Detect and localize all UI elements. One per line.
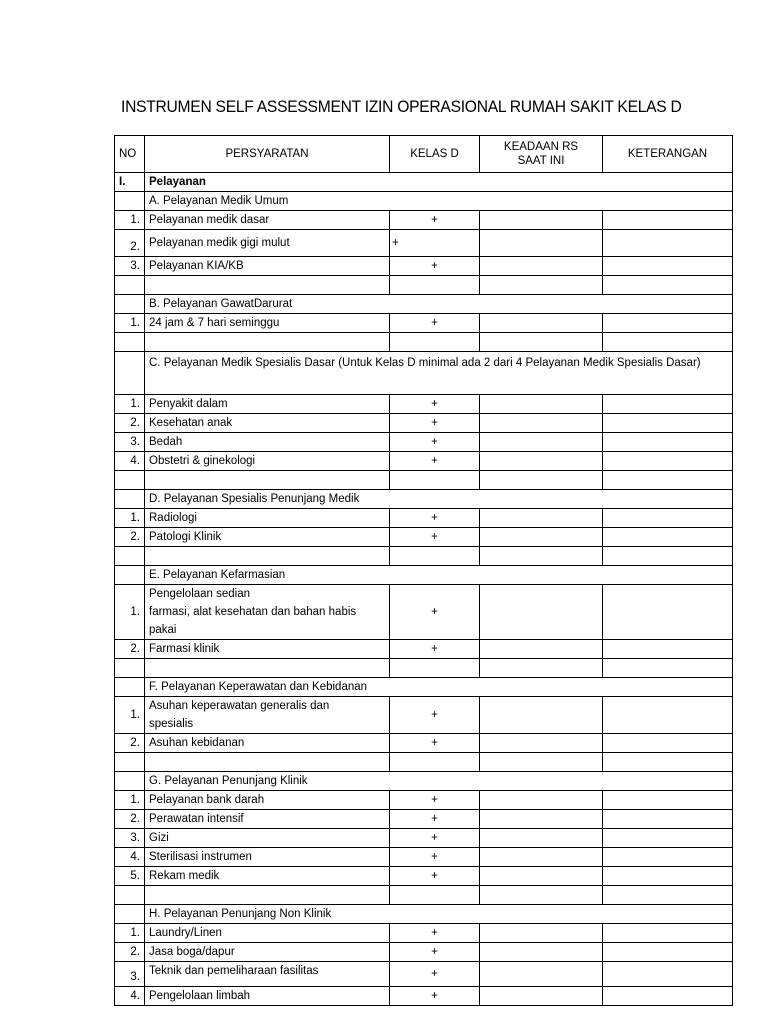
section-no: I. <box>115 173 145 192</box>
table-row <box>115 867 733 886</box>
row-label-multiline <box>145 585 390 640</box>
keadaan-cell[interactable] <box>480 509 603 528</box>
table-row <box>115 452 733 471</box>
keterangan-cell[interactable] <box>603 924 733 943</box>
keterangan-cell[interactable] <box>603 810 733 829</box>
kelas-mark: + <box>390 509 480 528</box>
row-no: 5. <box>115 867 145 886</box>
group-label-d: D. Pelayanan Spesialis Penunjang Medik <box>145 490 733 509</box>
keadaan-cell[interactable] <box>480 987 603 1006</box>
keadaan-cell[interactable] <box>480 829 603 848</box>
row-label: Jasa boga/dapur <box>145 943 390 962</box>
row-label: Sterilisasi instrumen <box>145 848 390 867</box>
table-row <box>115 414 733 433</box>
row-label: Asuhan kebidanan <box>145 734 390 753</box>
row-no: 1. <box>115 697 145 734</box>
keterangan-cell[interactable] <box>603 230 733 257</box>
group-row <box>115 772 733 791</box>
row-no: 2. <box>115 640 145 659</box>
kelas-mark: + <box>390 810 480 829</box>
kelas-mark: + <box>390 943 480 962</box>
table-row <box>115 924 733 943</box>
row-no: 3. <box>115 962 145 987</box>
keadaan-cell[interactable] <box>480 257 603 276</box>
row-no: 2. <box>115 528 145 547</box>
row-no: 1. <box>115 924 145 943</box>
kelas-mark: + <box>390 867 480 886</box>
group-label-g: G. Pelayanan Penunjang Klinik <box>145 772 733 791</box>
keadaan-cell[interactable] <box>480 962 603 987</box>
kelas-mark: + <box>390 791 480 810</box>
row-no: 2. <box>115 734 145 753</box>
table-row <box>115 395 733 414</box>
row-label: Radiologi <box>145 509 390 528</box>
keterangan-cell[interactable] <box>603 943 733 962</box>
row-label: Pelayanan medik gigi mulut <box>145 230 390 257</box>
group-label-f: F. Pelayanan Keperawatan dan Kebidanan <box>145 678 733 697</box>
empty-row <box>115 471 733 490</box>
keadaan-cell[interactable] <box>480 697 603 734</box>
empty-row <box>115 753 733 772</box>
group-label-h: H. Pelayanan Penunjang Non Klinik <box>145 905 733 924</box>
row-no: 3. <box>115 829 145 848</box>
keterangan-cell[interactable] <box>603 509 733 528</box>
assessment-table <box>114 135 733 1006</box>
row-label: 24 jam & 7 hari seminggu <box>145 314 390 333</box>
row-label: Laundry/Linen <box>145 924 390 943</box>
table-row <box>115 943 733 962</box>
keterangan-cell[interactable] <box>603 433 733 452</box>
group-row <box>115 295 733 314</box>
empty-row <box>115 659 733 678</box>
row-label: Patologi Klinik <box>145 528 390 547</box>
kelas-mark: + <box>390 452 480 471</box>
keterangan-cell[interactable] <box>603 697 733 734</box>
keterangan-cell[interactable] <box>603 314 733 333</box>
row-no: 4. <box>115 452 145 471</box>
keterangan-cell[interactable] <box>603 640 733 659</box>
kelas-mark: + <box>390 734 480 753</box>
row-no: 3. <box>115 433 145 452</box>
section-label: Pelayanan <box>145 173 733 192</box>
row-no: 1. <box>115 791 145 810</box>
keterangan-cell[interactable] <box>603 791 733 810</box>
table-row <box>115 962 733 987</box>
keterangan-cell[interactable] <box>603 395 733 414</box>
group-row <box>115 490 733 509</box>
empty-row <box>115 547 733 566</box>
group-label-c: C. Pelayanan Medik Spesialis Dasar (Untuk Kelas D minimal ada 2 dari 4 Pelayanan Medik Spesialis Dasar) <box>145 352 733 395</box>
table-row <box>115 987 733 1006</box>
kelas-mark: + <box>390 640 480 659</box>
header-no: NO <box>115 136 145 173</box>
keadaan-cell[interactable] <box>480 848 603 867</box>
table-row <box>115 314 733 333</box>
keadaan-cell[interactable] <box>480 585 603 640</box>
table-row <box>115 697 733 734</box>
keadaan-cell[interactable] <box>480 433 603 452</box>
keterangan-cell[interactable] <box>603 848 733 867</box>
header-persyaratan: PERSYARATAN <box>145 136 390 173</box>
keterangan-cell[interactable] <box>603 987 733 1006</box>
row-no: 2. <box>115 943 145 962</box>
keterangan-cell[interactable] <box>603 528 733 547</box>
table-row <box>115 829 733 848</box>
row-label: Penyakit dalam <box>145 395 390 414</box>
keadaan-cell[interactable] <box>480 734 603 753</box>
table-row <box>115 528 733 547</box>
row-no: 2. <box>115 414 145 433</box>
header-keterangan: KETERANGAN <box>603 136 733 173</box>
table-row <box>115 640 733 659</box>
row-label-line: Asuhan keperawatan generalis dan <box>149 700 330 712</box>
kelas-mark: + <box>390 414 480 433</box>
kelas-mark: + <box>390 528 480 547</box>
row-label: Gizi <box>145 829 390 848</box>
group-label-b: B. Pelayanan GawatDarurat <box>145 295 733 314</box>
group-label-e: E. Pelayanan Kefarmasian <box>145 566 733 585</box>
row-label-line: spesialis <box>149 718 194 730</box>
kelas-mark: + <box>390 395 480 414</box>
group-row <box>115 192 733 211</box>
table-row <box>115 509 733 528</box>
row-label: Kesehatan anak <box>145 414 390 433</box>
keadaan-cell[interactable] <box>480 414 603 433</box>
row-label-line: farmasi, alat kesehatan dan bahan habis <box>149 606 357 618</box>
section-row <box>115 173 733 192</box>
kelas-mark: + <box>390 257 480 276</box>
keadaan-cell[interactable] <box>480 810 603 829</box>
row-label-line: pakai <box>149 624 177 636</box>
keterangan-cell[interactable] <box>603 211 733 230</box>
kelas-mark: + <box>390 987 480 1006</box>
empty-row <box>115 333 733 352</box>
group-row <box>115 678 733 697</box>
row-label: Farmasi klinik <box>145 640 390 659</box>
kelas-mark: + <box>390 585 480 640</box>
row-no: 4. <box>115 987 145 1006</box>
keadaan-cell[interactable] <box>480 452 603 471</box>
row-label: Pelayanan bank darah <box>145 791 390 810</box>
kelas-mark: + <box>390 433 480 452</box>
table-row <box>115 848 733 867</box>
keadaan-cell[interactable] <box>480 791 603 810</box>
keadaan-cell[interactable] <box>480 924 603 943</box>
table-row <box>115 734 733 753</box>
row-label-multiline <box>145 697 390 734</box>
keterangan-cell[interactable] <box>603 829 733 848</box>
keterangan-cell[interactable] <box>603 452 733 471</box>
group-row <box>115 566 733 585</box>
kelas-mark: + <box>390 924 480 943</box>
group-row <box>115 352 733 395</box>
row-label: Pengelolaan limbah <box>145 987 390 1006</box>
table-row <box>115 791 733 810</box>
empty-row <box>115 886 733 905</box>
kelas-mark: + <box>390 697 480 734</box>
header-keadaan: KEADAAN RS SAAT INI <box>480 136 603 173</box>
row-no: 1. <box>115 395 145 414</box>
keterangan-cell[interactable] <box>603 734 733 753</box>
row-no: 4. <box>115 848 145 867</box>
kelas-mark: + <box>390 314 480 333</box>
empty-row <box>115 276 733 295</box>
table-row <box>115 257 733 276</box>
keadaan-cell[interactable] <box>480 640 603 659</box>
keadaan-cell[interactable] <box>480 867 603 886</box>
kelas-mark: + <box>390 848 480 867</box>
keadaan-cell[interactable] <box>480 528 603 547</box>
header-kelas: KELAS D <box>390 136 480 173</box>
keterangan-cell[interactable] <box>603 867 733 886</box>
table-row <box>115 433 733 452</box>
table-row <box>115 585 733 640</box>
row-no: 1. <box>115 585 145 640</box>
table-row <box>115 230 733 257</box>
row-no: 1. <box>115 211 145 230</box>
row-no: 1. <box>115 509 145 528</box>
row-label: Rekam medik <box>145 867 390 886</box>
row-label: Teknik dan pemeliharaan fasilitas <box>145 962 390 987</box>
group-row <box>115 905 733 924</box>
table-row <box>115 211 733 230</box>
row-no: 2. <box>115 230 145 257</box>
kelas-mark: + <box>390 962 480 987</box>
table-header-row <box>115 136 733 173</box>
keadaan-cell[interactable] <box>480 211 603 230</box>
keterangan-cell[interactable] <box>603 257 733 276</box>
row-no: 3. <box>115 257 145 276</box>
kelas-mark: + <box>390 829 480 848</box>
keterangan-cell[interactable] <box>603 585 733 640</box>
keadaan-cell[interactable] <box>480 314 603 333</box>
row-label-line: Pengelolaan sedian <box>149 588 251 600</box>
document-title: INSTRUMEN SELF ASSESSMENT IZIN OPERASIONAL RUMAH SAKIT KELAS D <box>121 97 682 116</box>
keterangan-cell[interactable] <box>603 962 733 987</box>
row-label: Bedah <box>145 433 390 452</box>
keadaan-cell[interactable] <box>480 943 603 962</box>
kelas-mark: + <box>390 211 480 230</box>
row-label: Pelayanan KIA/KB <box>145 257 390 276</box>
keterangan-cell[interactable] <box>603 414 733 433</box>
row-label: Perawatan intensif <box>145 810 390 829</box>
row-label: Pelayanan medik dasar <box>145 211 390 230</box>
kelas-mark: + <box>390 230 480 257</box>
group-label-a: A. Pelayanan Medik Umum <box>145 192 733 211</box>
row-no: 1. <box>115 314 145 333</box>
keadaan-cell[interactable] <box>480 395 603 414</box>
row-no: 2. <box>115 810 145 829</box>
table-row <box>115 810 733 829</box>
row-label: Obstetri & ginekologi <box>145 452 390 471</box>
keadaan-cell[interactable] <box>480 230 603 257</box>
